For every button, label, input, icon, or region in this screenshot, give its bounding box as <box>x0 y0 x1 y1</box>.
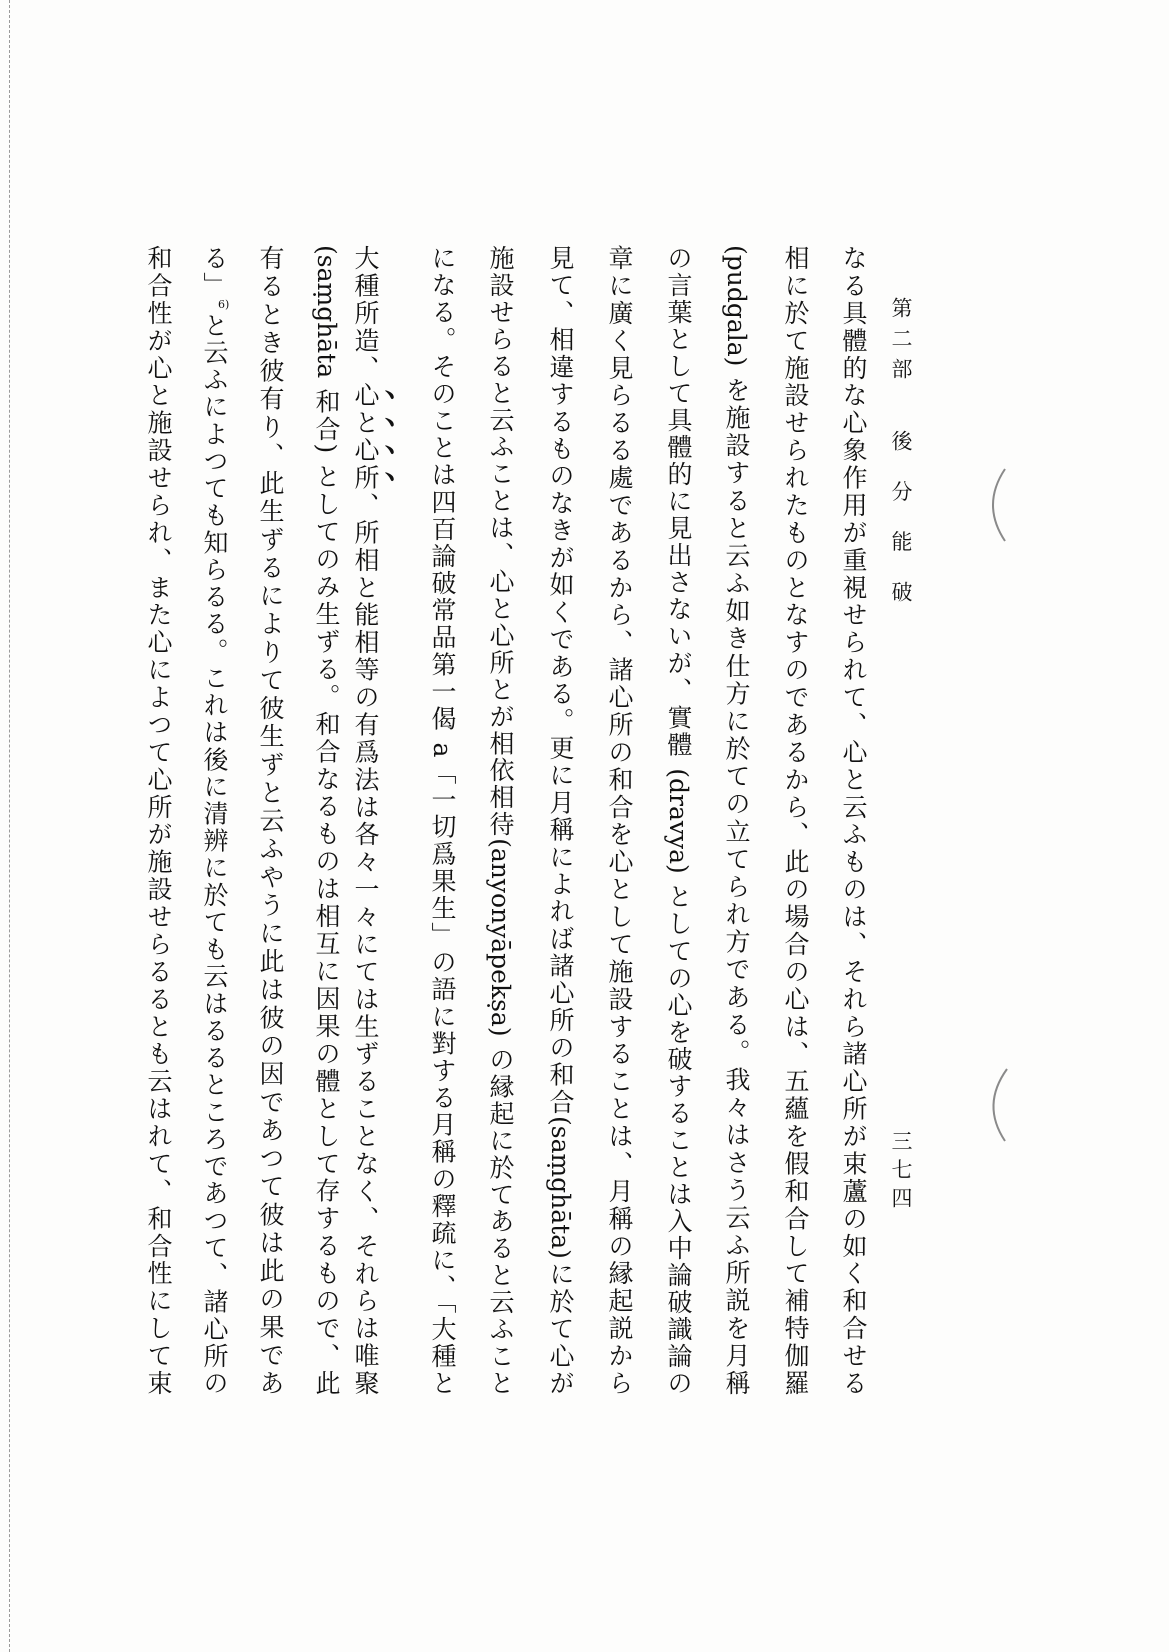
text-column <box>427 245 457 1395</box>
text-column <box>545 245 575 1395</box>
text-column <box>780 245 810 1395</box>
running-header-part: 第二部 <box>889 297 913 379</box>
binding-hole-mark <box>975 1065 1015 1145</box>
text-segment: 見て、相違するものなきが如くである。更に月稱によれば諸心所の和合(saṃghāta)に於て心が <box>546 245 575 1395</box>
text-column <box>604 245 634 1395</box>
text-column <box>351 245 399 1396</box>
text-column <box>838 245 868 1395</box>
text-segment: 相に於て施設せられたものとなすのであるから、此の場合の心は、五蘊を假和合して補特伽羅 <box>781 245 810 1396</box>
text-column <box>663 245 693 1395</box>
text-segment: 和合性が心と施設せられ、また心によつて心所が施設せらるるとも云はれて、和合性にして束 <box>144 245 173 1395</box>
emphasized-text: 心と心所 <box>351 382 380 492</box>
footnote-marker: 6) <box>218 299 230 311</box>
text-segment: (pudgala) を施設すると云ふ如き仕方に於ての立てられ方である。我々はさう云ふ所説を月稱 <box>722 245 751 1395</box>
text-segment: 、所相と能相等の有爲法は各々一々にては生ずることなく、それらは唯聚 <box>351 491 380 1396</box>
running-header-title: 後分能破 <box>889 430 913 602</box>
text-segment: 施設せらると云ふことは、心と心所とが相依相待(anyonyāpekṣa) の縁起に於てあると云ふこと <box>486 245 515 1395</box>
text-segment: (saṃghāta 和合) としてのみ生ずる。和合なるものは相互に因果の體として存するもので、此 <box>312 245 341 1395</box>
binding-hole-mark <box>975 465 1015 545</box>
text-column <box>311 245 341 1395</box>
text-column <box>255 245 285 1395</box>
text-column <box>721 245 751 1395</box>
text-column <box>485 245 515 1395</box>
text-column <box>143 245 173 1395</box>
text-segment: になる。そのことは四百論破常品第一偈 a「一切爲果生」の語に對する月稱の釋疏に、「大種と <box>428 245 457 1395</box>
text-segment: る」 <box>200 245 229 300</box>
text-segment: と云ふによつても知らるる。これは後に清辨に於ても云はるるところであつて、諸心所の <box>200 312 229 1396</box>
text-segment: 大種所造、 <box>351 245 380 383</box>
text-segment: 有るとき彼有り、此生ずるによりて彼生ずと云ふやうに此は彼の因であつて彼は此の果であ <box>256 245 285 1395</box>
page-edge-line <box>9 0 10 1652</box>
text-segment: 章に廣く見らるる處であるから、諸心所の和合を心として施設することは、月稱の縁起説から <box>605 245 634 1396</box>
page-number: 三七四 <box>889 1130 913 1208</box>
text-segment: の言葉として具體的に見出さないが、實體 (dravya) としての心を破することは入中論破識論の <box>664 245 693 1395</box>
text-segment: なる具體的な心象作用が重視せられて、心と云ふものは、それら諸心所が束蘆の如く和合せる <box>839 245 868 1395</box>
text-column <box>199 245 229 1395</box>
